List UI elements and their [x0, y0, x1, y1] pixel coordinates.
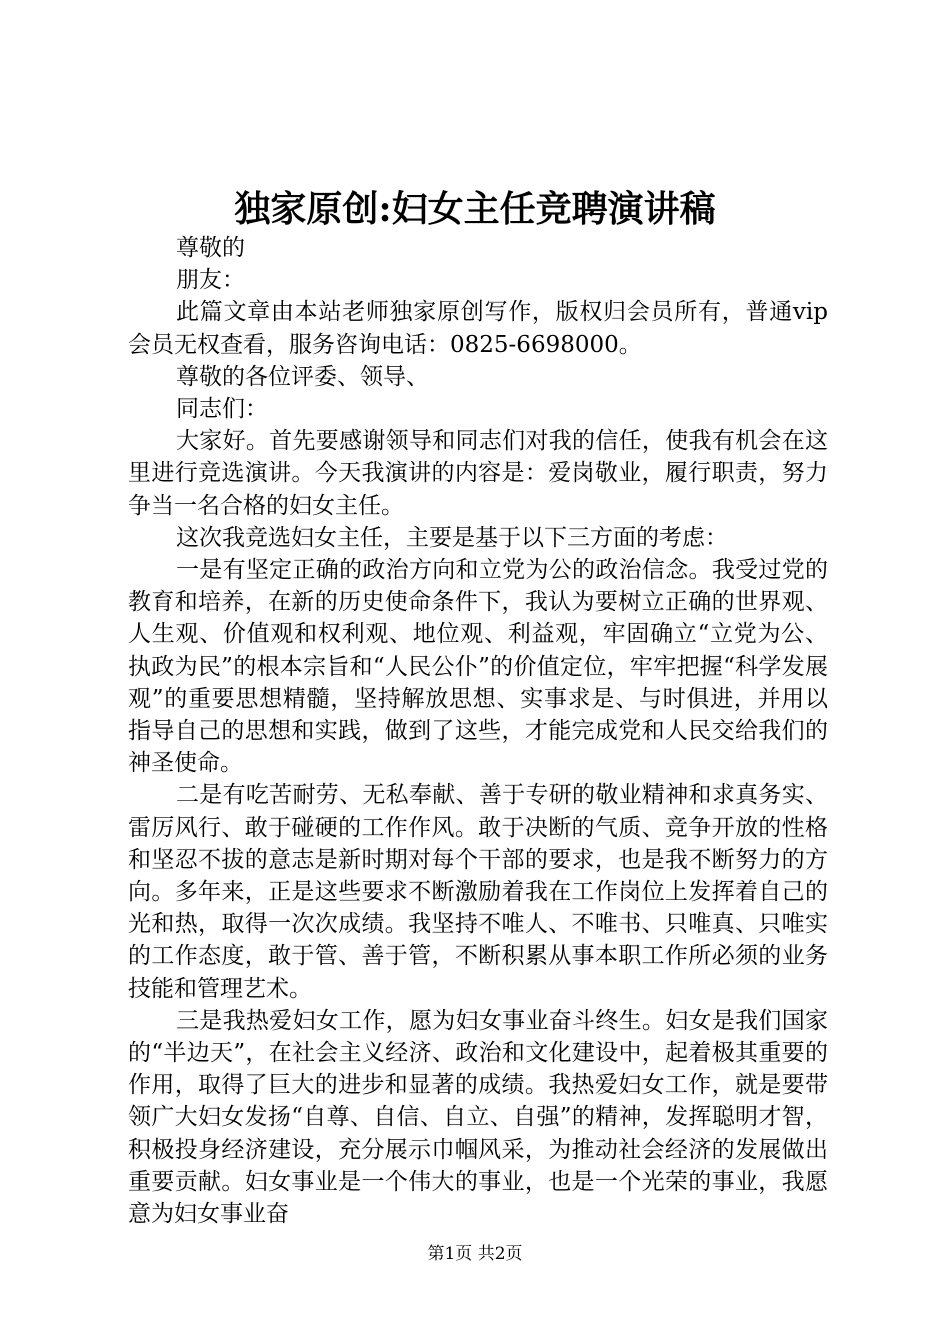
paragraph-address-2: 同志们： — [176, 396, 268, 423]
paragraph-greeting: 大家好。首先要感谢领导和同志们对我的信任，使我有机会在这里进行竞选演讲。今天我演讲的内容是：爱岗敬业，履行职责，努力争当一名合格的妇女主任。 — [128, 428, 828, 519]
paragraph-address-1: 尊敬的各位评委、领导、 — [176, 363, 429, 390]
paragraph-salutation-2: 朋友： — [176, 267, 245, 294]
page-number-footer: 第1页 共2页 — [427, 1244, 523, 1264]
paragraph-point-three: 三是我热爱妇女工作，愿为妇女事业奋斗终生。妇女是我们国家的“半边天”，在社会主义经济、政治和文化建设中，起着极其重要的作用，取得了巨大的进步和显著的成绩。我热爱妇女工作，就是要带领广大妇女发扬“自尊、自信、自立、自强”的精神，发挥聪明才智，积极投身经济建设，充分展示巾帼风采，为推动社会经济的发展做出重要贡献。妇女事业是一个伟大的事业，也是一个光荣的事业，我愿意为妇女事业奋 — [128, 1007, 828, 1228]
document-body — [128, 232, 828, 1230]
paragraph-copyright-notice: 此篇文章由本站老师独家原创写作，版权归会员所有，普通vip会员无权查看，服务咨询电话：0825-6698000。 — [128, 299, 828, 358]
paragraph-point-two: 二是有吃苦耐劳、无私奉献、善于专研的敬业精神和求真务实、雷厉风行、敢于碰硬的工作作风。敢于决断的气质、竞争开放的性格和坚忍不拔的意志是新时期对每个干部的要求，也是我不断努力的方向。多年来，正是这些要求不断激励着我在工作岗位上发挥着自己的光和热，取得一次次成绩。我坚持不唯人、不唯书、只唯真、只唯实的工作态度，敢于管、善于管，不断积累从事本职工作所必须的业务技能和管理艺术。 — [128, 782, 828, 1002]
document-title: 独家原创:妇女主任竞聘演讲稿 — [234, 188, 716, 230]
paragraph-salutation-1: 尊敬的 — [176, 235, 245, 261]
paragraph-intro: 这次我竞选妇女主任，主要是基于以下三方面的考虑： — [176, 524, 728, 551]
paragraph-point-one: 一是有坚定正确的政治方向和立党为公的政治信念。我受过党的教育和培养，在新的历史使命条件下，我认为要树立正确的世界观、人生观、价值观和权利观、地位观、利益观，牢固确立“立党为公、执政为民”的根本宗旨和“人民公仆”的价值定位，牢牢把握“科学发展观”的重要思想精髓，坚持解放思想、实事求是、与时俱进，并用以指导自己的思想和实践，做到了这些，才能完成党和人民交给我们的神圣使命。 — [128, 557, 828, 777]
